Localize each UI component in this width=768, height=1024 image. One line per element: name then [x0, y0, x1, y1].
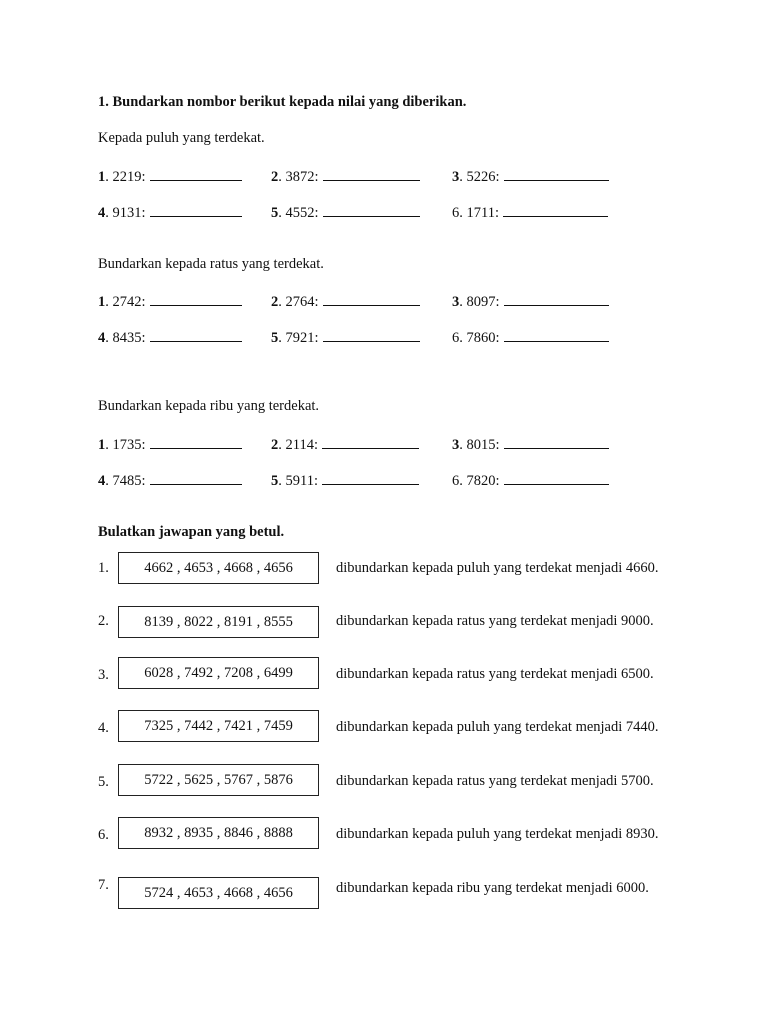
number-choices[interactable]: 8139 , 8022 , 8191 , 8555 — [144, 613, 293, 630]
part2-title: Bulatkan jawapan yang betul. — [98, 524, 285, 540]
answer-blank[interactable] — [504, 166, 609, 181]
answer-blank[interactable] — [504, 434, 609, 449]
answer-blank[interactable] — [503, 202, 608, 217]
question-text: . 5911: — [278, 473, 318, 489]
question-text: . 7921: — [278, 330, 319, 346]
question-text: . 3872: — [278, 169, 319, 185]
row-label: 4. — [98, 720, 109, 736]
question-text: . 2219: — [105, 169, 146, 185]
row-statement: dibundarkan kepada puluh yang terdekat menjadi 8930. — [336, 826, 659, 842]
section-title: Kepada puluh yang terdekat. — [98, 130, 265, 146]
question-number: 4 — [98, 330, 106, 346]
question-item — [98, 202, 242, 222]
question-text: . 7860: — [459, 330, 500, 346]
number-choices[interactable]: 4662 , 4653 , 4668 , 4656 — [144, 559, 293, 576]
question-number: 3 — [452, 437, 460, 453]
question-number: 2 — [271, 437, 279, 453]
number-choices[interactable]: 5722 , 5625 , 5767 , 5876 — [144, 771, 293, 788]
question-number: 4 — [98, 205, 106, 221]
question-number: 3 — [452, 294, 460, 310]
answer-blank[interactable] — [323, 291, 420, 306]
number-choices[interactable]: 6028 , 7492 , 7208 , 6499 — [144, 664, 293, 681]
question-text: . 8015: — [459, 437, 500, 453]
question-number: 5 — [271, 473, 279, 489]
number-choices[interactable]: 8932 , 8935 , 8846 , 8888 — [144, 824, 293, 841]
row-statement: dibundarkan kepada puluh yang terdekat menjadi 4660. — [336, 560, 659, 576]
answer-blank[interactable] — [322, 434, 419, 449]
number-choices-box[interactable] — [118, 764, 319, 796]
question-item — [271, 327, 420, 347]
question-item — [452, 434, 609, 454]
question-number: 6 — [452, 330, 460, 346]
answer-blank[interactable] — [150, 166, 242, 181]
question-item — [271, 434, 419, 454]
answer-blank[interactable] — [504, 327, 609, 342]
row-label: 3. — [98, 667, 109, 683]
question-item — [98, 434, 242, 454]
question-number: 6 — [452, 205, 460, 221]
row-label: 7. — [98, 877, 109, 893]
row-label: 2. — [98, 613, 109, 629]
question-text: . 1711: — [459, 205, 499, 221]
answer-blank[interactable] — [150, 202, 242, 217]
number-choices-box[interactable] — [118, 710, 319, 742]
row-label: 6. — [98, 827, 109, 843]
question-text: . 7820: — [459, 473, 500, 489]
question-text: . 1735: — [105, 437, 146, 453]
question-text: . 2742: — [105, 294, 146, 310]
question-item — [98, 166, 242, 186]
section-title: Bundarkan kepada ratus yang terdekat. — [98, 256, 324, 272]
row-label: 1. — [98, 560, 109, 576]
question-number: 2 — [271, 294, 279, 310]
answer-blank[interactable] — [150, 470, 242, 485]
question-number: 5 — [271, 205, 279, 221]
answer-blank[interactable] — [323, 166, 420, 181]
answer-blank[interactable] — [504, 470, 609, 485]
section-title: Bundarkan kepada ribu yang terdekat. — [98, 398, 320, 414]
question-number: 4 — [98, 473, 106, 489]
question-number: 1 — [98, 437, 106, 453]
question-item — [452, 470, 609, 490]
number-choices[interactable]: 5724 , 4653 , 4668 , 4656 — [144, 884, 293, 901]
number-choices-box[interactable] — [118, 817, 319, 849]
question-text: . 8097: — [459, 294, 500, 310]
number-choices[interactable]: 7325 , 7442 , 7421 , 7459 — [144, 717, 293, 734]
question-text: . 8435: — [105, 330, 146, 346]
number-choices-box[interactable] — [118, 606, 319, 638]
question-text: . 7485: — [105, 473, 146, 489]
answer-blank[interactable] — [150, 327, 242, 342]
question-item — [271, 470, 419, 490]
row-statement: dibundarkan kepada ribu yang terdekat menjadi 6000. — [336, 880, 649, 896]
question-item — [271, 291, 420, 311]
question-item — [98, 470, 242, 490]
row-statement: dibundarkan kepada puluh yang terdekat menjadi 7440. — [336, 719, 659, 735]
question-item — [452, 291, 609, 311]
question-item — [452, 327, 609, 347]
row-statement: dibundarkan kepada ratus yang terdekat menjadi 9000. — [336, 613, 654, 629]
answer-blank[interactable] — [150, 434, 242, 449]
number-choices-box[interactable] — [118, 877, 319, 909]
question-text: . 2764: — [278, 294, 319, 310]
question-number: 1 — [98, 294, 106, 310]
question-item — [452, 166, 609, 186]
question-item — [98, 327, 242, 347]
question-text: . 4552: — [278, 205, 319, 221]
number-choices-box[interactable] — [118, 552, 319, 584]
question-number: 6 — [452, 473, 460, 489]
answer-blank[interactable] — [323, 202, 420, 217]
question-number: 1 — [98, 169, 106, 185]
row-statement: dibundarkan kepada ratus yang terdekat menjadi 6500. — [336, 666, 654, 682]
question-item — [98, 291, 242, 311]
row-statement: dibundarkan kepada ratus yang terdekat menjadi 5700. — [336, 773, 654, 789]
question-text: . 2114: — [278, 437, 318, 453]
worksheet-heading: 1. Bundarkan nombor berikut kepada nilai yang diberikan. — [98, 94, 467, 110]
question-text: . 9131: — [105, 205, 146, 221]
question-text: . 5226: — [459, 169, 500, 185]
question-item — [452, 202, 608, 222]
question-item — [271, 202, 420, 222]
question-number: 2 — [271, 169, 279, 185]
answer-blank[interactable] — [323, 327, 420, 342]
number-choices-box[interactable] — [118, 657, 319, 689]
question-number: 3 — [452, 169, 460, 185]
question-item — [271, 166, 420, 186]
answer-blank[interactable] — [150, 291, 242, 306]
question-number: 5 — [271, 330, 279, 346]
answer-blank[interactable] — [322, 470, 419, 485]
answer-blank[interactable] — [504, 291, 609, 306]
row-label: 5. — [98, 774, 109, 790]
